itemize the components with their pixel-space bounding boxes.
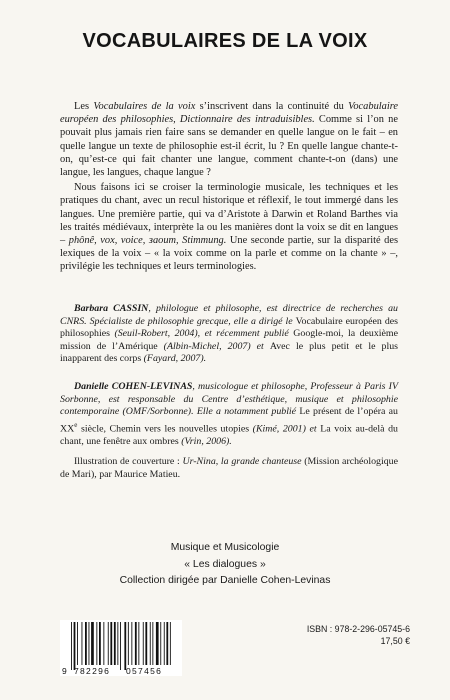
collection-editor: Collection dirigée par Danielle Cohen-Levinas [119, 575, 331, 586]
back-cover-summary [60, 100, 398, 274]
price: 17,50 € [380, 636, 410, 646]
author-name: Barbara CASSIN [74, 303, 149, 314]
isbn-number: ISBN : 978-2-296-05745-6 [306, 624, 410, 634]
author-bio-cohen-levinas: Danielle COHEN-LEVINAS, musicologue et philosophe, Professeur à Paris IV Sorbonne, est responsable du Centre d’esthétique, musique et philosophie contemporaine (OMF/Sorbonne). Elle a notamment publié Le présent de l’opéra au XXe siècle, Chemin vers les nouvelles utopies (Kimé, 2001) et La voix au-delà du chant, une fenêtre aux ombres (Vrin, 2006). [60, 381, 398, 447]
isbn-block [307, 623, 410, 647]
author-bio-cassin: Barbara CASSIN, philologue et philosophe, est directrice de recherches au CNRS. Spécialiste de philosophie grecque, elle a dirigé le Vocabulaire européen des philosophies (Seuil-Robert, 2004), et récemment publié Google-moi, la deuxième mission de l’Amérique (Albin-Michel, 2007) et Avec le plus petit et le plus inapparent des corps (Fayard, 2007). [60, 303, 398, 365]
collection-info [0, 540, 450, 590]
author-name: Danielle COHEN-LEVINAS [74, 381, 193, 392]
summary-paragraph-2: Nous faisons ici se croiser la terminologie musicale, les techniques et les pratiques du chant, avec un recul historique et réflexif, le tout immergé dans les langues. Une première partie, qui va d’Aristote à Darwin et Roland Barthes via les traités médiévaux, interprète la ou les manières dont la voix se dit en langues – phônê, vox, voice, зaoum, Stimmung. Une seconde partie, sur la disparité des lexiques de la voix – « la voix comme on la parle et comme on la chante » –, privilégie les techniques et leurs terminologies. [60, 182, 398, 273]
cover-illustration-credit: Illustration de couverture : Ur-Nina, la grande chanteuse (Mission archéologique de Mari), par Maurice Matieu. [60, 456, 398, 480]
barcode-digit-first: 9 [62, 666, 67, 676]
barcode [60, 620, 182, 676]
summary-paragraph-1: Les Vocabulaires de la voix s’inscrivent dans la continuité du Vocabulaire européen des philosophies, Dictionnaire des intraduisibles. Comme si l’on ne pouvait plus jamais rien faire sans se demander en quelle langue on le fait – en quelle langue un texte de philosophie est-il écrit, lu ? En quelle langue chante-t-on, qu’est-ce qui fait chanter une langue, comment chante-t-on (dans) une langue, les langues, chaque langue ? [60, 101, 398, 179]
collection-subseries: « Les dialogues » [184, 558, 266, 570]
collection-series: Musique et Musicologie [170, 542, 280, 553]
barcode-digits-left: 782296 [74, 666, 111, 676]
barcode-digits-right: 057456 [126, 666, 163, 676]
book-title: VOCABULAIRES DE LA VOIX [82, 30, 368, 52]
